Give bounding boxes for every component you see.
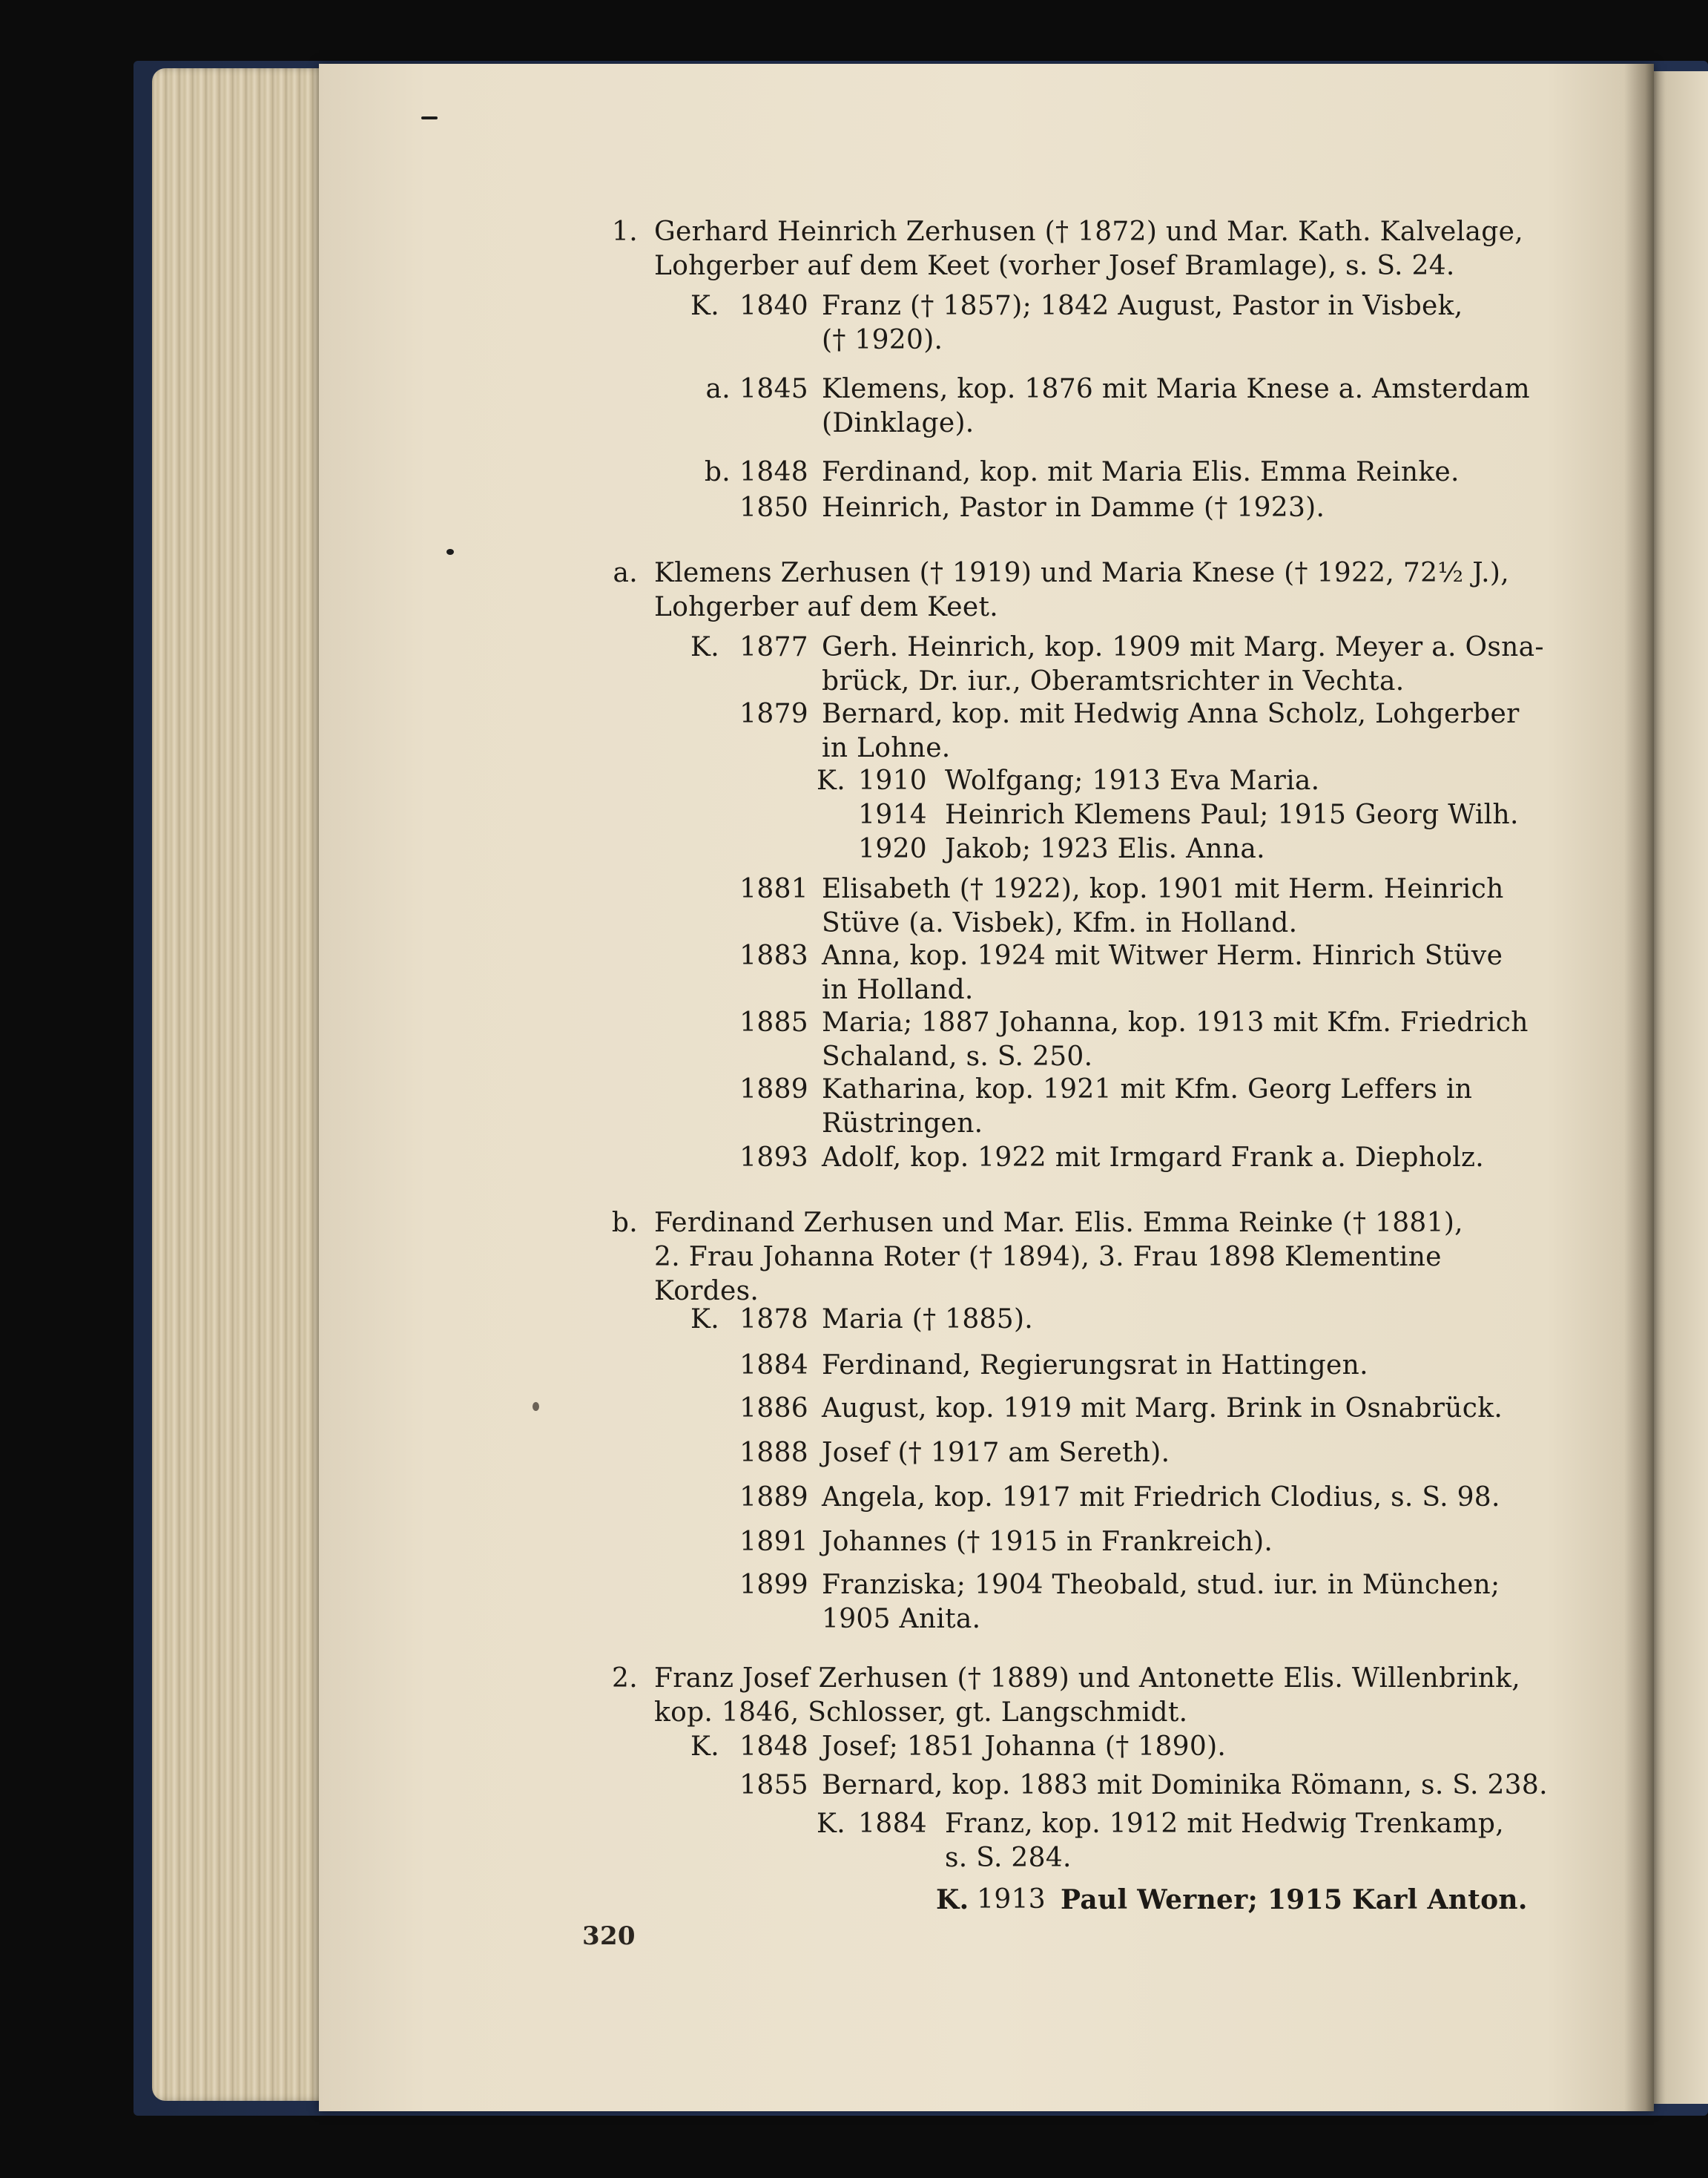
entry-line: Anna, kop. 1924 mit Witwer Herm. Hinrich Stüve	[822, 941, 1503, 971]
entry-year: 1855	[739, 1770, 808, 1800]
entry-label: K.	[817, 766, 845, 796]
entry-year: 1840	[739, 291, 808, 321]
entry-line: Elisabeth († 1922), kop. 1901 mit Herm. Heinrich	[822, 874, 1504, 904]
entry-line: Gerhard Heinrich Zerhusen († 1872) und Mar. Kath. Kalvelage,	[654, 217, 1523, 247]
entry-label: a.	[613, 558, 638, 588]
entry-year: 1845	[739, 374, 808, 404]
entry-year: 1883	[739, 941, 808, 971]
entry-line: Franz († 1857); 1842 August, Pastor in Visbek,	[822, 291, 1463, 321]
entry-line: († 1920).	[822, 325, 943, 355]
entry-line: Ferdinand Zerhusen und Mar. Elis. Emma Reinke († 1881),	[654, 1208, 1463, 1238]
entry-label: K.	[936, 1884, 969, 1915]
entry-year: 1879	[739, 699, 808, 729]
entry-line: Kordes.	[654, 1276, 759, 1306]
entry-label: K.	[690, 291, 719, 321]
entry-year: 1885	[739, 1007, 808, 1038]
entry-line: Maria († 1885).	[822, 1304, 1034, 1335]
entry-line: Johannes († 1915 in Frankreich).	[822, 1527, 1273, 1557]
entry-label: a.	[705, 374, 731, 404]
page-number: 320	[582, 1921, 636, 1951]
entry-label: K.	[690, 632, 719, 662]
entry-year: 1920	[858, 834, 927, 864]
entry-line: Franziska; 1904 Theobald, stud. iur. in München;	[822, 1570, 1500, 1600]
entry-year: 1884	[739, 1350, 808, 1381]
entry-label: b.	[704, 457, 731, 487]
entry-line: Ferdinand, Regierungsrat in Hattingen.	[822, 1350, 1368, 1381]
entry-line: Josef; 1851 Johanna († 1890).	[822, 1731, 1227, 1762]
entry-year: 1899	[739, 1570, 808, 1600]
entry-line: Heinrich, Pastor in Damme († 1923).	[822, 493, 1325, 523]
entry-line: kop. 1846, Schlosser, gt. Langschmidt.	[654, 1697, 1188, 1728]
entry-year: 1850	[739, 493, 808, 523]
entry-year: 1848	[739, 457, 808, 487]
entry-line: Franz, kop. 1912 mit Hedwig Trenkamp,	[945, 1809, 1505, 1839]
entry-line: 2. Frau Johanna Roter († 1894), 3. Frau 1898 Klementine	[654, 1242, 1442, 1272]
entry-line: Bernard, kop. mit Hedwig Anna Scholz, Lohgerber	[822, 699, 1520, 729]
entry-label: b.	[611, 1208, 638, 1238]
entry-year: 1881	[739, 874, 808, 904]
entry-line: Josef († 1917 am Sereth).	[822, 1438, 1170, 1468]
entry-line: Jakob; 1923 Elis. Anna.	[945, 834, 1265, 864]
entry-year: 1848	[739, 1731, 808, 1762]
entry-line: 1905 Anita.	[822, 1604, 981, 1634]
entry-label: 1.	[612, 217, 638, 247]
entry-label: 2.	[612, 1663, 638, 1694]
entry-year: 1910	[858, 766, 927, 796]
entry-line: Gerh. Heinrich, kop. 1909 mit Marg. Meyer a. Osna-	[822, 632, 1544, 662]
entry-line: Bernard, kop. 1883 mit Dominika Römann, s. S. 238.	[822, 1770, 1548, 1800]
entry-year: 1877	[739, 632, 808, 662]
entry-year: 1889	[739, 1074, 808, 1105]
entry-line: Ferdinand, kop. mit Maria Elis. Emma Reinke.	[822, 457, 1460, 487]
entry-line: Katharina, kop. 1921 mit Kfm. Georg Leffers in	[822, 1074, 1473, 1105]
entry-year: 1884	[858, 1809, 927, 1839]
entry-label: K.	[690, 1731, 719, 1762]
entry-line: Rüstringen.	[822, 1108, 983, 1139]
entry-line: August, kop. 1919 mit Marg. Brink in Osnabrück.	[822, 1393, 1503, 1424]
entry-label: K.	[690, 1304, 719, 1335]
entry-line: Heinrich Klemens Paul; 1915 Georg Wilh.	[945, 800, 1519, 830]
entry-year: 1878	[739, 1304, 808, 1335]
entry-year: 1913	[977, 1884, 1046, 1915]
entry-line: Franz Josef Zerhusen († 1889) und Antonette Elis. Willenbrink,	[654, 1663, 1521, 1694]
entry-line: s. S. 284.	[945, 1843, 1072, 1873]
entry-line: Lohgerber auf dem Keet.	[654, 592, 999, 622]
entry-line: brück, Dr. iur., Oberamtsrichter in Vechta.	[822, 666, 1405, 697]
entry-line: (Dinklage).	[822, 408, 975, 438]
entry-line: Angela, kop. 1917 mit Friedrich Clodius, s. S. 98.	[822, 1482, 1500, 1513]
entry-year: 1889	[739, 1482, 808, 1513]
entry-line: Wolfgang; 1913 Eva Maria.	[945, 766, 1320, 796]
entry-line: Adolf, kop. 1922 mit Irmgard Frank a. Diepholz.	[822, 1142, 1485, 1173]
entry-line: Klemens, kop. 1876 mit Maria Knese a. Amsterdam	[822, 374, 1530, 404]
entry-line: Schaland, s. S. 250.	[822, 1042, 1093, 1072]
entry-year: 1914	[858, 800, 927, 830]
entry-year: 1893	[739, 1142, 808, 1173]
entry-line: in Lohne.	[822, 733, 951, 763]
entry-line: Klemens Zerhusen († 1919) und Maria Knese († 1922, 72½ J.),	[654, 558, 1509, 588]
entry-line: Stüve (a. Visbek), Kfm. in Holland.	[822, 908, 1298, 938]
entry-year: 1886	[739, 1393, 808, 1424]
entry-line: Lohgerber auf dem Keet (vorher Josef Bramlage), s. S. 24.	[654, 251, 1455, 281]
entry-line: Paul Werner; 1915 Karl Anton.	[1061, 1884, 1528, 1915]
entry-year: 1891	[739, 1527, 808, 1557]
entry-year: 1888	[739, 1438, 808, 1468]
entry-line: Maria; 1887 Johanna, kop. 1913 mit Kfm. Friedrich	[822, 1007, 1529, 1038]
entry-line: in Holland.	[822, 975, 974, 1005]
entry-label: K.	[817, 1809, 845, 1839]
